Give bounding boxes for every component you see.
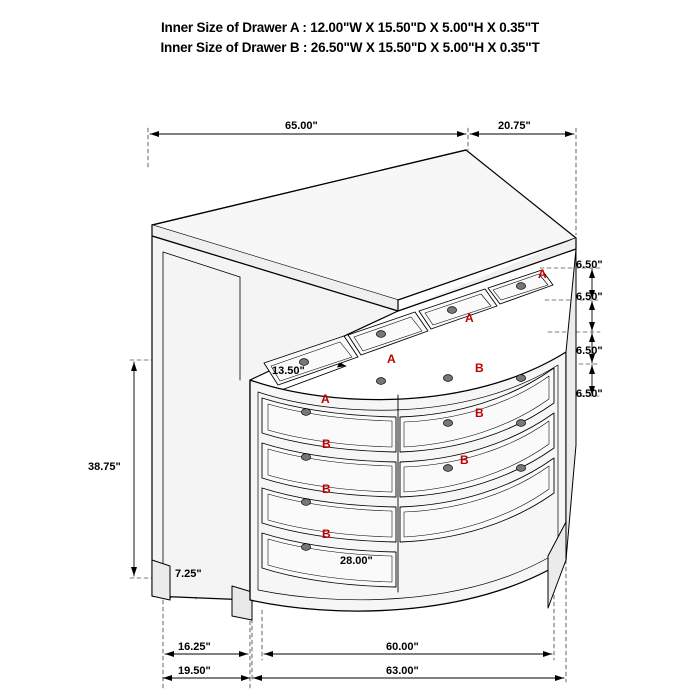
drawer-mark-b4: B: [322, 482, 331, 496]
drawer-mark-a1: A: [538, 267, 547, 281]
dim-front-width-1: 60.00": [386, 641, 419, 653]
dim-right-4: 6.50": [576, 388, 603, 400]
dim-right-1: 6.50": [576, 259, 603, 271]
spec-line-drawer-b: Inner Size of Drawer B : 26.50"W X 15.50"D X 5.00"H X 0.35"T: [160, 40, 540, 55]
drawer-mark-a4: A: [321, 392, 330, 406]
drawer-mark-b6: B: [322, 527, 331, 541]
spec-line-drawer-a: Inner Size of Drawer A : 12.00"W X 15.50"D X 5.00"H X 0.35"T: [160, 20, 539, 35]
dim-side-depth-2: 19.50": [178, 665, 211, 677]
dim-drawer-width-small: 13.50": [272, 365, 305, 377]
dim-drawer-width-large: 28.00": [340, 555, 373, 567]
drawer-mark-b2: B: [322, 437, 331, 451]
dim-right-3: 6.50": [576, 345, 603, 357]
drawer-mark-a2: A: [465, 311, 474, 325]
dim-right-2: 6.50": [576, 291, 603, 303]
drawer-mark-b3: B: [475, 406, 484, 420]
dim-side-depth-1: 16.25": [178, 641, 211, 653]
dim-height: 38.75": [88, 461, 121, 473]
drawer-mark-b5: B: [460, 453, 469, 467]
dim-leg-height: 7.25": [175, 568, 202, 580]
drawer-mark-a3: A: [387, 352, 396, 366]
dim-top-depth: 20.75": [498, 120, 531, 132]
dim-front-width-2: 63.00": [386, 665, 419, 677]
dim-top-width: 65.00": [285, 120, 318, 132]
drawer-mark-b1: B: [475, 361, 484, 375]
